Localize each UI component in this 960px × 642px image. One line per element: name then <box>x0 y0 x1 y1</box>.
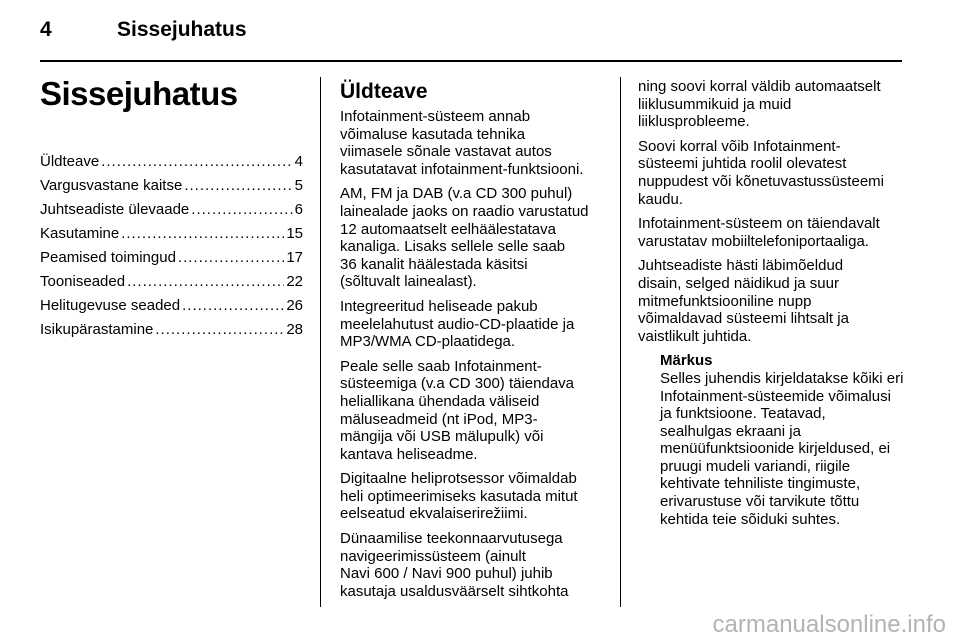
toc-page: 15 <box>286 225 303 242</box>
toc-entry[interactable] <box>40 198 303 222</box>
note-box <box>660 352 956 528</box>
toc-leader <box>155 318 284 342</box>
toc-entry[interactable] <box>40 174 303 198</box>
toc-page: 28 <box>286 321 303 338</box>
chapter-title: Sissejuhatus <box>40 75 238 112</box>
section-heading: Üldteave <box>340 80 428 103</box>
toc-leader <box>127 270 284 294</box>
toc-label: Isikupärastamine <box>40 321 154 338</box>
page-number: 4 <box>40 18 52 41</box>
body-paragraph: Peale selle saab Infotainment- süsteemiga (v.a CD 300) täiendava heliallikana ühendada väliseid mäluseadmeid (nt iPod, MP3- mängija või USB mälupulk) või kantava heliseadme. <box>340 357 575 463</box>
toc-leader <box>191 198 292 222</box>
column-divider <box>320 77 321 607</box>
toc-entry[interactable] <box>40 318 303 342</box>
toc-entry[interactable] <box>40 150 303 174</box>
toc-entry[interactable] <box>40 270 303 294</box>
toc-leader <box>121 222 284 246</box>
toc-leader <box>101 150 292 174</box>
toc-leader <box>182 294 284 318</box>
body-paragraph: Infotainment-süsteem annab võimaluse kasutada tehnika viimasele sõnale vastavat autos kasutatavat infotainment-funktsiooni. <box>340 108 584 178</box>
toc-label: Helitugevuse seaded <box>40 297 181 314</box>
toc-entry[interactable] <box>40 294 303 318</box>
toc-label: Tooniseaded <box>40 273 126 290</box>
toc-page: 17 <box>286 249 303 266</box>
toc-leader <box>178 246 284 270</box>
toc-page: 22 <box>286 273 303 290</box>
toc-entry[interactable] <box>40 222 303 246</box>
body-paragraph: Juhtseadiste hästi läbimõeldud disain, selged näidikud ja suur mitmefunktsiooniline nupp võimaldavad süsteemi lihtsalt ja vaistlikult juhtida. <box>638 257 849 345</box>
toc-label: Üldteave <box>40 153 100 170</box>
column-divider <box>620 77 621 607</box>
body-paragraph: Dünaamilise teekonnaarvutusega navigeerimissüsteem (ainult Navi 600 / Navi 900 puhul) juhib kasutaja usaldusväärselt sihtkohta <box>340 530 569 600</box>
toc-page: 5 <box>294 177 303 194</box>
body-paragraph: AM, FM ja DAB (v.a CD 300 puhul) lainealade jaoks on raadio varustatud 12 automaatselt eelhäälestatava kanaliga. Lisaks sellele selle saab 36 kanalit häälestada käsitsi (sõltuvalt lainealast). <box>340 185 589 291</box>
toc-label: Juhtseadiste ülevaade <box>40 201 190 218</box>
note-text: Selles juhendis kirjeldatakse kõiki eri Infotainment-süsteemide võimalusi ja funktsioone. Teatavad, sealhulgas ekraani ja menüüfunktsioonide kirjeldused, ei pruugi mudeli variandi, riigile kehtivate tehniliste tingimuste, erivarustuse või tarvikute tõttu kehtida teie sõiduki suhtes. <box>660 369 904 528</box>
body-paragraph: Digitaalne heliprotsessor võimaldab heli optimeerimiseks kasutada mitut eelseatud ekvalaiserirežiimi. <box>340 470 578 523</box>
body-paragraph: Soovi korral võib Infotainment- süsteemi juhtida roolil olevatest nuppudest või kõnetuvastussüsteemi kaudu. <box>638 137 884 208</box>
note-title: Märkus <box>660 352 713 370</box>
toc-label: Kasutamine <box>40 225 120 242</box>
middle-column <box>340 80 615 607</box>
body-paragraph: Infotainment-süsteem on täiendavalt varustatav mobiiltelefoniportaaliga. <box>638 215 880 250</box>
body-paragraph: ning soovi korral väldib automaatselt liiklusummikuid ja muid liiklusprobleeme. <box>638 78 881 131</box>
right-column <box>638 78 956 528</box>
toc-label: Vargusvastane kaitse <box>40 177 183 194</box>
running-header-title: Sissejuhatus <box>117 18 247 41</box>
header-rule <box>40 60 902 62</box>
body-paragraph: Integreeritud heliseade pakub meelelahutust audio-CD-plaatide ja MP3/WMA CD-plaatidega. <box>340 297 575 351</box>
toc-label: Peamised toimingud <box>40 249 176 266</box>
toc-leader <box>184 174 292 198</box>
toc-entry[interactable] <box>40 246 303 270</box>
toc-page: 6 <box>294 201 303 218</box>
toc-page: 26 <box>286 297 303 314</box>
watermark: carmanualsonline.info <box>712 611 946 638</box>
toc-page: 4 <box>294 153 303 170</box>
table-of-contents <box>40 150 303 342</box>
